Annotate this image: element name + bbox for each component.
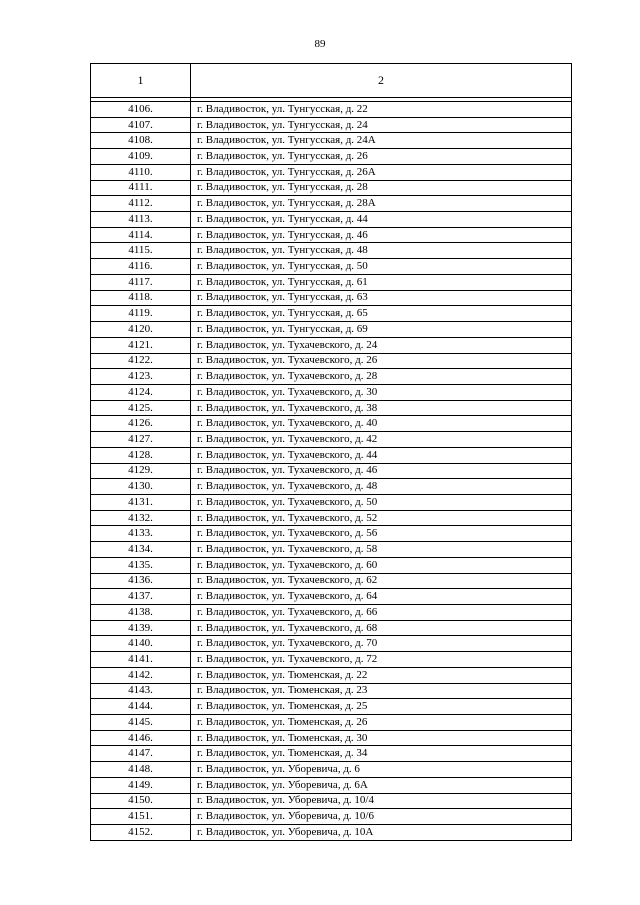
table-row [91,149,572,165]
address-cell: г. Владивосток, ул. Тюменская, д. 23 [191,683,572,699]
address-cell: г. Владивосток, ул. Тунгусская, д. 28А [191,196,572,212]
row-number-cell: 4108. [91,133,191,149]
address-table [90,63,572,841]
address-cell: г. Владивосток, ул. Уборевича, д. 6 [191,762,572,778]
address-cell: г. Владивосток, ул. Тунгусская, д. 48 [191,243,572,259]
address-cell: г. Владивосток, ул. Тунгусская, д. 26 [191,149,572,165]
row-number-cell: 4139. [91,620,191,636]
table-row [91,180,572,196]
address-cell: г. Владивосток, ул. Тухачевского, д. 56 [191,526,572,542]
address-cell: г. Владивосток, ул. Тухачевского, д. 60 [191,557,572,573]
row-number-cell: 4119. [91,306,191,322]
table-row [91,416,572,432]
table-row [91,400,572,416]
row-number-cell: 4122. [91,353,191,369]
row-number-cell: 4136. [91,573,191,589]
row-number-cell: 4116. [91,259,191,275]
table-header [91,64,572,98]
row-number-cell: 4142. [91,667,191,683]
table-row [91,683,572,699]
address-cell: г. Владивосток, ул. Тюменская, д. 30 [191,730,572,746]
address-cell: г. Владивосток, ул. Тухачевского, д. 28 [191,369,572,385]
table-row [91,479,572,495]
table-row [91,494,572,510]
table-row [91,526,572,542]
row-number-cell: 4140. [91,636,191,652]
table-row [91,825,572,841]
row-number-cell: 4107. [91,117,191,133]
address-cell: г. Владивосток, ул. Уборевича, д. 6А [191,777,572,793]
address-cell: г. Владивосток, ул. Тунгусская, д. 69 [191,322,572,338]
table-row [91,196,572,212]
table-row [91,306,572,322]
address-cell: г. Владивосток, ул. Тухачевского, д. 26 [191,353,572,369]
row-number-cell: 4110. [91,164,191,180]
table-row [91,322,572,338]
row-number-cell: 4109. [91,149,191,165]
table-row [91,164,572,180]
address-cell: г. Владивосток, ул. Тунгусская, д. 65 [191,306,572,322]
address-cell: г. Владивосток, ул. Тюменская, д. 34 [191,746,572,762]
address-cell: г. Владивосток, ул. Уборевича, д. 10/6 [191,809,572,825]
table-row [91,274,572,290]
row-number-cell: 4151. [91,809,191,825]
row-number-cell: 4118. [91,290,191,306]
row-number-cell: 4113. [91,212,191,228]
table-row [91,557,572,573]
address-cell: г. Владивосток, ул. Тухачевского, д. 24 [191,337,572,353]
address-cell: г. Владивосток, ул. Тунгусская, д. 44 [191,212,572,228]
address-cell: г. Владивосток, ул. Тунгусская, д. 50 [191,259,572,275]
table-body [91,102,572,841]
row-number-cell: 4145. [91,715,191,731]
table-row [91,290,572,306]
address-cell: г. Владивосток, ул. Тунгусская, д. 61 [191,274,572,290]
row-number-cell: 4120. [91,322,191,338]
table-row [91,605,572,621]
row-number-cell: 4133. [91,526,191,542]
address-cell: г. Владивосток, ул. Тухачевского, д. 42 [191,432,572,448]
address-cell: г. Владивосток, ул. Тунгусская, д. 22 [191,102,572,118]
address-cell: г. Владивосток, ул. Тухачевского, д. 30 [191,384,572,400]
address-cell: г. Владивосток, ул. Тунгусская, д. 46 [191,227,572,243]
row-number-cell: 4143. [91,683,191,699]
address-cell: г. Владивосток, ул. Тухачевского, д. 58 [191,542,572,558]
address-cell: г. Владивосток, ул. Уборевича, д. 10/4 [191,793,572,809]
table-row [91,447,572,463]
row-number-cell: 4152. [91,825,191,841]
address-cell: г. Владивосток, ул. Тунгусская, д. 28 [191,180,572,196]
table-row [91,510,572,526]
row-number-cell: 4129. [91,463,191,479]
header-row [91,64,572,98]
table-row [91,777,572,793]
table-row [91,667,572,683]
address-cell: г. Владивосток, ул. Тунгусская, д. 26А [191,164,572,180]
table-row [91,620,572,636]
address-cell: г. Владивосток, ул. Тухачевского, д. 48 [191,479,572,495]
row-number-cell: 4114. [91,227,191,243]
address-cell: г. Владивосток, ул. Тунгусская, д. 24А [191,133,572,149]
table-row [91,133,572,149]
table-row [91,699,572,715]
table-row [91,337,572,353]
address-cell: г. Владивосток, ул. Тухачевского, д. 64 [191,589,572,605]
address-cell: г. Владивосток, ул. Тухачевского, д. 38 [191,400,572,416]
row-number-cell: 4126. [91,416,191,432]
table-row [91,636,572,652]
table-row [91,369,572,385]
table-row [91,730,572,746]
table-row [91,573,572,589]
table-row [91,102,572,118]
address-cell: г. Владивосток, ул. Тухачевского, д. 46 [191,463,572,479]
row-number-cell: 4125. [91,400,191,416]
address-cell: г. Владивосток, ул. Тухачевского, д. 62 [191,573,572,589]
row-number-cell: 4144. [91,699,191,715]
address-cell: г. Владивосток, ул. Тухачевского, д. 40 [191,416,572,432]
row-number-cell: 4130. [91,479,191,495]
table-row [91,227,572,243]
table-row [91,243,572,259]
table-row [91,542,572,558]
address-cell: г. Владивосток, ул. Тухачевского, д. 70 [191,636,572,652]
table-row [91,463,572,479]
table-row [91,212,572,228]
table-row [91,353,572,369]
address-cell: г. Владивосток, ул. Тюменская, д. 22 [191,667,572,683]
row-number-cell: 4128. [91,447,191,463]
row-number-cell: 4147. [91,746,191,762]
row-number-cell: 4137. [91,589,191,605]
table-row [91,432,572,448]
table-row [91,117,572,133]
row-number-cell: 4146. [91,730,191,746]
row-number-cell: 4121. [91,337,191,353]
row-number-cell: 4135. [91,557,191,573]
address-cell: г. Владивосток, ул. Тухачевского, д. 68 [191,620,572,636]
row-number-cell: 4112. [91,196,191,212]
address-cell: г. Владивосток, ул. Тухачевского, д. 72 [191,652,572,668]
table-row [91,259,572,275]
row-number-cell: 4127. [91,432,191,448]
row-number-cell: 4115. [91,243,191,259]
row-number-cell: 4148. [91,762,191,778]
table-row [91,589,572,605]
row-number-cell: 4117. [91,274,191,290]
table-row [91,746,572,762]
table-row [91,809,572,825]
row-number-cell: 4124. [91,384,191,400]
address-cell: г. Владивосток, ул. Тунгусская, д. 24 [191,117,572,133]
page-number: 89 [314,38,326,50]
address-cell: г. Владивосток, ул. Тухачевского, д. 66 [191,605,572,621]
table-row [91,793,572,809]
table-row [91,384,572,400]
row-number-cell: 4132. [91,510,191,526]
row-number-cell: 4138. [91,605,191,621]
address-cell: г. Владивосток, ул. Тухачевского, д. 44 [191,447,572,463]
column-header-address: 2 [191,64,572,98]
address-cell: г. Владивосток, ул. Тюменская, д. 25 [191,699,572,715]
row-number-cell: 4111. [91,180,191,196]
row-number-cell: 4149. [91,777,191,793]
row-number-cell: 4106. [91,102,191,118]
row-number-cell: 4131. [91,494,191,510]
table-row [91,762,572,778]
address-cell: г. Владивосток, ул. Тюменская, д. 26 [191,715,572,731]
address-cell: г. Владивосток, ул. Уборевича, д. 10А [191,825,572,841]
column-header-number: 1 [91,64,191,98]
table-row [91,715,572,731]
row-number-cell: 4134. [91,542,191,558]
table-row [91,652,572,668]
address-cell: г. Владивосток, ул. Тунгусская, д. 63 [191,290,572,306]
row-number-cell: 4141. [91,652,191,668]
address-cell: г. Владивосток, ул. Тухачевского, д. 52 [191,510,572,526]
address-cell: г. Владивосток, ул. Тухачевского, д. 50 [191,494,572,510]
row-number-cell: 4123. [91,369,191,385]
row-number-cell: 4150. [91,793,191,809]
